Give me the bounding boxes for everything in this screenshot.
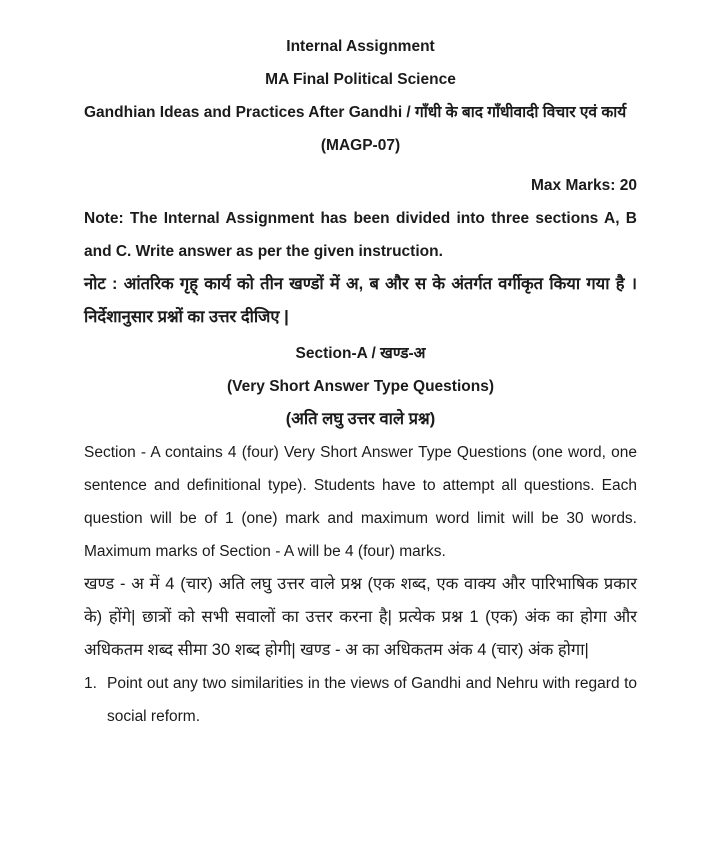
section-description-english: Section - A contains 4 (four) Very Short Answer Type Questions (one word, one sentence and definitional type). Students have to attempt all questions. Each question will be of 1 (one) mark and maximum word limit will be 30 words. Maximum marks of Section - A will be 4 (four) marks. — [84, 444, 637, 560]
paper-code: (MAGP-07) — [320, 137, 401, 154]
section-description-hindi: खण्ड - अ में 4 (चार) अति लघु उत्तर वाले प्रश्न (एक शब्द, एक वाक्य और पारिभाषिक प्रकार के) होंगे| छात्रों को सभी सवालों का उत्तर करना है| प्रत्येक प्रश्न 1 (एक) अंक का होगा और अधिकतम शब्द सीमा 30 शब्द होगी| खण्ड - अ का अधिकतम अंक 4 (चार) अंक होगा| — [84, 575, 637, 659]
assignment-title: Internal Assignment — [286, 38, 435, 55]
question-number: 1. — [84, 675, 97, 692]
program-title: MA Final Political Science — [265, 71, 456, 88]
note-hindi: नोट : आंतरिक गृह् कार्य को तीन खण्डों में अ, ब और स के अंतर्गत वर्गीकृत किया गया है । निर्देशानुसार प्रश्नों का उत्तर दीजिए | — [84, 275, 637, 326]
section-subheading-hindi: (अति लघु उत्तर वाले प्रश्न) — [285, 410, 436, 428]
section-subheading-english: (Very Short Answer Type Questions) — [226, 378, 494, 395]
section-heading: Section-A / खण्ड-अ — [295, 345, 426, 362]
note-english: Note: The Internal Assignment has been divided into three sections A, B and C. Write answer as per the given instruction. — [84, 210, 637, 260]
max-marks: Max Marks: 20 — [531, 177, 637, 194]
course-title: Gandhian Ideas and Practices After Gandhi / गाँधी के बाद गाँधीवादी विचार एवं कार्य — [84, 104, 627, 121]
question-text: Point out any two similarities in the views of Gandhi and Nehru with regard to social reform. — [107, 675, 637, 725]
question-item — [84, 667, 637, 733]
